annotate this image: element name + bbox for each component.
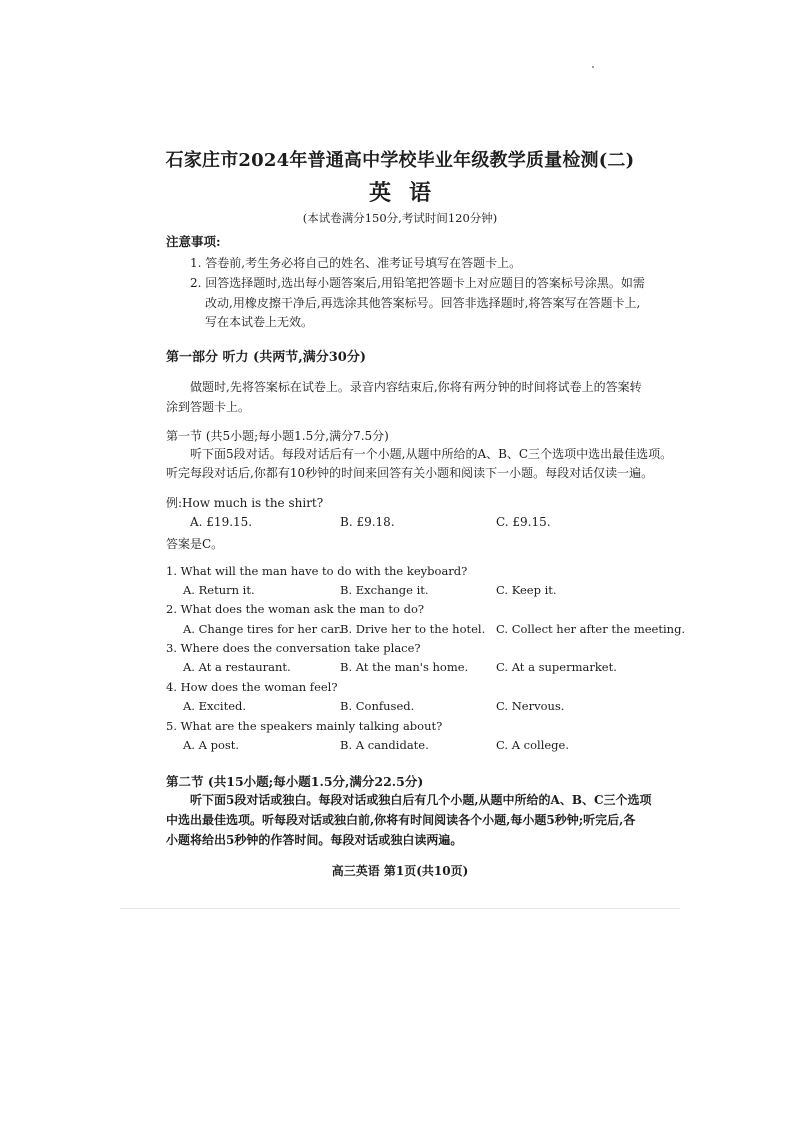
- question-1-option-a: A. Return it.: [183, 583, 255, 597]
- question-1: 1. What will the man have to do with the keyboard?: [166, 564, 468, 578]
- notice-heading: 注意事项:: [166, 234, 221, 249]
- section2-instruction-line-1: 听下面5段对话或独白。每段对话或独白后有几个小题,从题中所给的A、B、C三个选项: [190, 793, 652, 807]
- part1-title: 第一部分 听力 (共两节,满分30分): [166, 350, 366, 365]
- notice-item-1: 1. 答卷前,考生务必将自己的姓名、准考证号填写在答题卡上。: [190, 256, 522, 270]
- question-2-option-a: A. Change tires for her car.: [183, 622, 342, 636]
- question-5-option-b: B. A candidate.: [340, 738, 429, 752]
- question-5-option-a: A. A post.: [183, 738, 240, 752]
- question-3: 3. Where does the conversation take place?: [166, 641, 421, 655]
- notice-item-2-line-3: 写在本试卷上无效。: [205, 315, 314, 329]
- question-3-option-b: B. At the man's home.: [340, 660, 469, 674]
- question-4-option-c: C. Nervous.: [496, 699, 565, 713]
- question-2: 2. What does the woman ask the man to do?: [166, 602, 425, 616]
- section1-instruction-line-2: 听完每段对话后,你都有10秒钟的时间来回答有关小题和阅读下一小题。每段对话仅读一遍。: [166, 466, 654, 480]
- section2-heading: 第二节 (共15小题;每小题1.5分,满分22.5分): [166, 774, 424, 789]
- part1-instruction-line-2: 涂到答题卡上。: [166, 400, 251, 414]
- question-4: 4. How does the woman feel?: [166, 680, 338, 694]
- notice-item-2-line-2: 改动,用橡皮擦干净后,再选涂其他答案标号。回答非选择题时,将答案写在答题卡上,: [205, 296, 641, 310]
- question-1-option-b: B. Exchange it.: [340, 583, 429, 597]
- example-question: 例:How much is the shirt?: [166, 496, 324, 510]
- exam-title: 石家庄市2024年普通高中学校毕业年级教学质量检测(二): [165, 150, 635, 171]
- question-2-option-c: C. Collect her after the meeting.: [496, 622, 686, 636]
- section2-instruction-line-3: 小题将给出5秒钟的作答时间。每段对话或独白读两遍。: [166, 833, 463, 847]
- question-5: 5. What are the speakers mainly talking about?: [166, 719, 443, 733]
- part1-instruction-line-1: 做题时,先将答案标在试卷上。录音内容结束后,你将有两分钟的时间将试卷上的答案转: [190, 380, 642, 394]
- question-1-option-c: C. Keep it.: [496, 583, 557, 597]
- subject-title: 英语: [368, 180, 449, 206]
- question-3-option-c: C. At a supermarket.: [496, 660, 617, 674]
- page-divider: [120, 908, 680, 909]
- example-option-b: B. £9.18.: [340, 515, 395, 529]
- question-4-option-a: A. Excited.: [183, 699, 247, 713]
- section1-heading: 第一节 (共5小题;每小题1.5分,满分7.5分): [166, 429, 389, 443]
- section2-instruction-line-2: 中选出最佳选项。听每段对话或独白前,你将有时间阅读各个小题,每小题5秒钟;听完后,各: [166, 813, 636, 827]
- page-footer: 高三英语 第1页(共10页): [331, 864, 469, 878]
- scan-speck: [592, 66, 594, 68]
- example-option-a: A. £19.15.: [190, 515, 253, 529]
- section1-instruction-line-1: 听下面5段对话。每段对话后有一个小题,从题中所给的A、B、C三个选项中选出最佳选项。: [190, 447, 673, 461]
- question-2-option-b: B. Drive her to the hotel.: [340, 622, 486, 636]
- example-option-c: C. £9.15.: [496, 515, 551, 529]
- question-4-option-b: B. Confused.: [340, 699, 415, 713]
- notice-item-2-line-1: 2. 回答选择题时,选出每小题答案后,用铅笔把答题卡上对应题目的答案标号涂黑。如需: [190, 276, 645, 290]
- example-answer: 答案是C。: [166, 537, 224, 551]
- question-5-option-c: C. A college.: [496, 738, 570, 752]
- question-3-option-a: A. At a restaurant.: [183, 660, 291, 674]
- score-note: (本试卷满分150分,考试时间120分钟): [302, 211, 498, 225]
